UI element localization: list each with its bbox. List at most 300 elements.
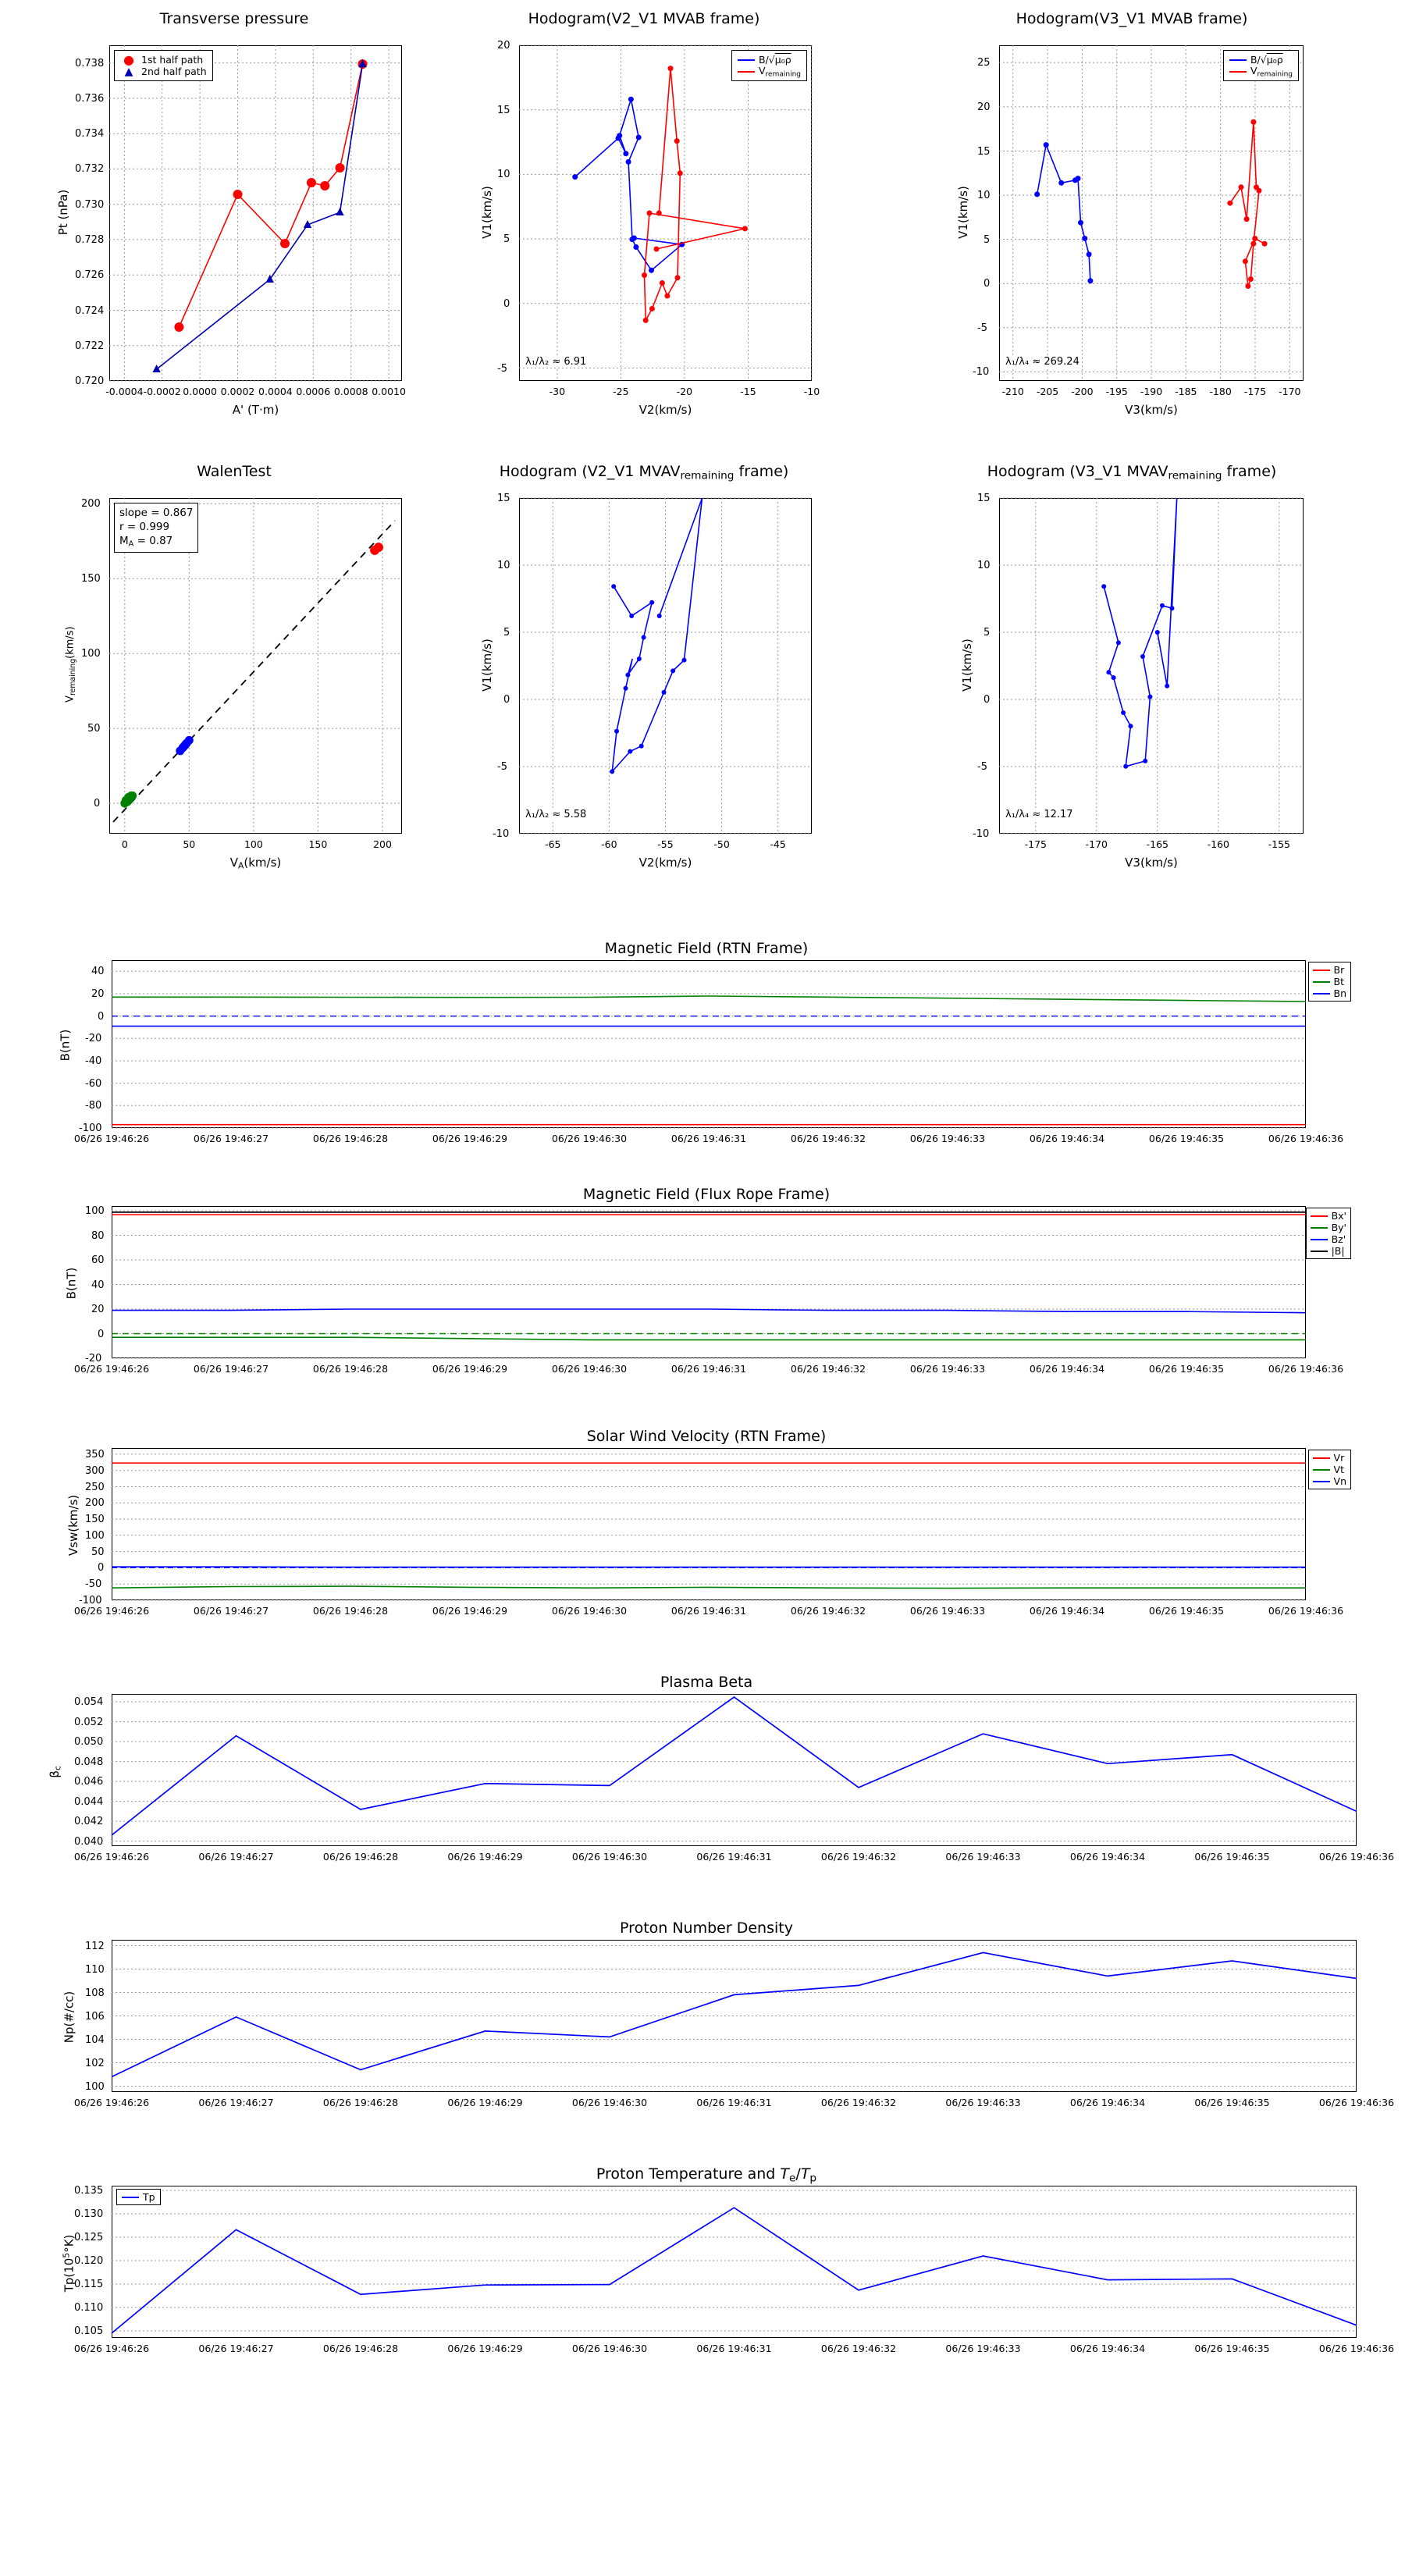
legend-row: [1313, 1464, 1346, 1475]
x-tick: -170: [1085, 838, 1108, 850]
x-tick: 06/26 19:46:30: [551, 1605, 628, 1617]
y-axis-label: V1(km/s): [959, 639, 974, 692]
y-tick: 0.720: [75, 375, 105, 387]
legend-row: [1311, 1210, 1346, 1222]
line-swatch-vr: [1313, 1457, 1330, 1459]
legend-label: $V_{remaining}$: [758, 64, 801, 79]
y-tick: 10: [977, 190, 991, 202]
legend-row: [1313, 976, 1347, 987]
y-tick: 150: [81, 573, 101, 585]
eigenvalue-ratio-annotation: λ₁/λ₄ ≈ 269.24: [1005, 356, 1080, 368]
x-tick: 06/26 19:46:33: [945, 1851, 1021, 1863]
x-tick: 0.0002: [220, 386, 255, 397]
y-tick: 20: [497, 40, 510, 52]
x-tick: 06/26 19:46:29: [432, 1133, 508, 1144]
legend-label: Vn: [1333, 1475, 1346, 1487]
x-tick: 06/26 19:46:36: [1268, 1363, 1344, 1375]
y-tick: 106: [85, 2010, 105, 2023]
legend: [1223, 50, 1299, 81]
x-tick: 06/26 19:46:33: [945, 2343, 1021, 2354]
x-tick: 06/26 19:46:36: [1318, 2343, 1395, 2354]
x-tick: 06/26 19:46:33: [909, 1363, 986, 1375]
y-tick: 0.734: [75, 128, 105, 141]
panel-walen-test: [59, 463, 410, 871]
x-tick: -0.0004: [105, 386, 144, 397]
x-tick: 06/26 19:46:35: [1194, 2097, 1270, 2108]
panel-magnetic-field-fluxrope: [59, 1186, 1354, 1425]
x-tick: -155: [1268, 838, 1290, 850]
x-axis-label: $V_A(km/s)$: [229, 856, 282, 871]
y-tick: 15: [497, 104, 510, 116]
legend-label: Br: [1333, 964, 1345, 976]
x-tick: 150: [308, 838, 328, 850]
y-tick: 0.135: [74, 2185, 104, 2197]
x-tick: 06/26 19:46:28: [312, 1605, 389, 1617]
y-tick: 15: [977, 493, 991, 504]
x-tick: -50: [713, 838, 730, 850]
line-swatch-tp: [122, 2197, 139, 2198]
y-tick: 10: [977, 560, 991, 571]
panel-hodogram-v2v1-mvav: [468, 463, 820, 870]
x-tick: 06/26 19:46:32: [790, 1363, 866, 1375]
x-tick: 06/26 19:46:29: [432, 1605, 508, 1617]
x-tick: 06/26 19:46:30: [571, 2097, 648, 2108]
y-tick: 5: [984, 233, 991, 246]
panel-magnetic-field-rtn: [58, 940, 1354, 1179]
y-tick: 0: [98, 1562, 105, 1574]
x-tick: 06/26 19:46:34: [1069, 1851, 1146, 1863]
x-tick: 06/26 19:46:34: [1029, 1133, 1105, 1144]
y-tick: 60: [91, 1254, 105, 1266]
legend: [114, 50, 213, 81]
x-tick: -25: [613, 386, 629, 397]
legend-label: Vt: [1333, 1464, 1344, 1475]
y-tick: 0: [984, 278, 991, 290]
mach-number-value: $M_A = 0.87$: [119, 535, 173, 549]
x-tick: 06/26 19:46:31: [670, 1133, 747, 1144]
x-tick: 06/26 19:46:26: [73, 1133, 150, 1144]
line-swatch-v: [738, 71, 755, 73]
plot-svg: [109, 45, 402, 381]
line-swatch-bx: [1311, 1215, 1328, 1217]
x-tick: 200: [373, 838, 392, 850]
y-axis-label: B(nT): [64, 1267, 79, 1300]
x-tick: -10: [803, 386, 820, 397]
x-tick: 06/26 19:46:30: [571, 2343, 648, 2354]
legend-label: Vr: [1333, 1452, 1345, 1464]
legend-label: 2nd half path: [141, 66, 207, 77]
y-tick: 112: [85, 1940, 105, 1952]
y-tick: -5: [497, 761, 507, 773]
x-tick: -65: [545, 838, 561, 850]
line-swatch-br: [1313, 970, 1330, 971]
x-tick: 06/26 19:46:27: [193, 1605, 269, 1617]
y-tick: 0.130: [74, 2208, 104, 2220]
legend-label: $V_{remaining}$: [1250, 64, 1293, 79]
y-tick: 104: [85, 2033, 105, 2046]
chart-title: WalenTest: [197, 463, 272, 480]
y-tick: 0.726: [75, 269, 105, 282]
x-tick: 06/26 19:46:29: [447, 2343, 523, 2354]
legend: [1308, 1450, 1351, 1489]
legend-label: |B|: [1331, 1245, 1345, 1257]
legend-label: B/√μ₀ρ: [1250, 54, 1283, 66]
y-tick: 5: [984, 627, 991, 639]
x-tick: 0: [121, 838, 128, 850]
plot-svg: [519, 45, 812, 381]
legend-row: [122, 2191, 155, 2203]
y-tick: -40: [85, 1055, 102, 1067]
x-tick: 06/26 19:46:27: [198, 2343, 274, 2354]
x-tick: 06/26 19:46:35: [1148, 1133, 1225, 1144]
y-tick: -5: [977, 761, 987, 773]
y-tick: 40: [91, 966, 105, 978]
legend-label: Bz': [1331, 1233, 1346, 1245]
fit-statistics-box: [114, 503, 198, 553]
x-tick: 06/26 19:46:28: [322, 2097, 399, 2108]
legend-row: [1311, 1222, 1346, 1233]
x-tick: 0.0006: [296, 386, 331, 397]
x-tick: -185: [1175, 386, 1197, 397]
x-tick: 0.0004: [258, 386, 293, 397]
plot-svg: [999, 45, 1304, 381]
y-tick: 0: [503, 694, 510, 706]
line-swatch-bt: [1313, 981, 1330, 983]
chart-title: Magnetic Field (RTN Frame): [604, 940, 809, 957]
line-swatch-babs: [1311, 1251, 1328, 1252]
y-axis-label: V1(km/s): [479, 186, 494, 239]
panel-proton-number-density: [59, 1920, 1395, 2158]
x-tick: -205: [1036, 386, 1059, 397]
legend: [731, 50, 807, 81]
y-tick: 25: [977, 57, 991, 69]
y-tick: 0.044: [74, 1795, 104, 1808]
y-tick: 15: [497, 493, 510, 504]
chart-title: Plasma Beta: [660, 1674, 753, 1691]
chart-title: Transverse pressure: [159, 10, 309, 27]
panel-solar-wind-velocity: [59, 1428, 1354, 1667]
plot-svg: [519, 498, 812, 834]
legend-row: [738, 54, 801, 66]
plot-svg: [999, 498, 1304, 834]
y-tick: 108: [85, 1987, 105, 1999]
y-tick: -5: [497, 362, 507, 375]
x-tick: 06/26 19:46:36: [1318, 1851, 1395, 1863]
y-tick: 0.728: [75, 233, 105, 246]
x-axis-label: V2(km/s): [638, 403, 692, 417]
y-tick: 10: [497, 560, 510, 571]
y-tick: 20: [91, 1304, 105, 1315]
panel-hodogram-v3v1-mvav: [948, 463, 1315, 870]
eigenvalue-ratio-annotation: λ₁/λ₂ ≈ 5.58: [525, 809, 587, 820]
y-tick: 0.050: [74, 1736, 104, 1749]
x-tick: -195: [1105, 386, 1128, 397]
y-tick: -50: [85, 1578, 102, 1591]
y-tick: 200: [81, 498, 101, 511]
x-tick: 0.0010: [372, 386, 406, 397]
x-tick: 06/26 19:46:32: [820, 2343, 897, 2354]
chart-title: Hodogram (V2_V1 $MVAV_{remaining}$ frame): [499, 463, 789, 482]
line-swatch-vn: [1313, 1481, 1330, 1482]
y-tick: -10: [493, 828, 510, 840]
legend-row: [120, 66, 207, 77]
y-tick: 0.120: [74, 2255, 104, 2267]
y-axis-label: $Tp(10^5^\circ K)$: [61, 2234, 76, 2293]
y-tick: 100: [85, 1205, 105, 1217]
x-tick: -180: [1209, 386, 1232, 397]
x-tick: 06/26 19:46:27: [198, 2097, 274, 2108]
x-axis-label: V2(km/s): [638, 856, 692, 870]
y-tick: 20: [91, 988, 105, 1000]
x-tick: 06/26 19:46:27: [193, 1133, 269, 1144]
y-tick: 5: [503, 233, 510, 246]
legend-row: [1311, 1245, 1346, 1257]
y-tick: 250: [85, 1481, 105, 1493]
x-tick: 100: [244, 838, 263, 850]
x-tick: 50: [183, 838, 196, 850]
y-tick: 0.110: [74, 2302, 104, 2314]
x-tick: 06/26 19:46:34: [1069, 2343, 1146, 2354]
y-tick: 300: [85, 1464, 105, 1477]
x-tick: 06/26 19:46:30: [571, 1851, 648, 1863]
x-tick: -60: [601, 838, 617, 850]
x-tick: 06/26 19:46:26: [73, 2343, 150, 2354]
x-tick: 06/26 19:46:33: [909, 1605, 986, 1617]
panel-hodogram-v3v1-mvab: [948, 10, 1315, 417]
y-tick: 20: [977, 101, 991, 113]
x-tick: 06/26 19:46:32: [820, 2097, 897, 2108]
plot-svg: [112, 2186, 1357, 2338]
x-tick: -15: [740, 386, 756, 397]
y-tick: 110: [85, 1963, 105, 1976]
y-tick: 0.052: [74, 1716, 104, 1728]
eigenvalue-ratio-annotation: λ₁/λ₄ ≈ 12.17: [1005, 809, 1073, 820]
legend-row: [1313, 964, 1347, 976]
line-swatch-b: [738, 59, 755, 61]
y-tick: 0.722: [75, 340, 105, 352]
y-tick: 40: [91, 1279, 105, 1291]
x-tick: 06/26 19:46:32: [790, 1133, 866, 1144]
y-tick: -20: [85, 1353, 102, 1364]
y-axis-label: Vsw(km/s): [66, 1494, 81, 1557]
x-tick: -175: [1024, 838, 1047, 850]
y-tick: 350: [85, 1448, 105, 1461]
y-tick: 0.732: [75, 163, 105, 176]
x-tick: 06/26 19:46:32: [820, 1851, 897, 1863]
x-tick: 06/26 19:46:26: [73, 1851, 150, 1863]
legend-label: Tp: [143, 2191, 155, 2203]
x-tick: 06/26 19:46:35: [1148, 1363, 1225, 1375]
x-tick: 06/26 19:46:35: [1148, 1605, 1225, 1617]
chart-title: Hodogram (V3_V1 $MVAV_{remaining}$ frame): [987, 463, 1277, 482]
y-tick: -100: [79, 1595, 102, 1606]
x-tick: 06/26 19:46:26: [73, 2097, 150, 2108]
y-tick: 0.738: [75, 57, 105, 69]
x-tick: 06/26 19:46:36: [1318, 2097, 1395, 2108]
y-tick: 0: [94, 798, 101, 809]
y-tick: 0.115: [74, 2279, 104, 2290]
line-swatch-bz: [1311, 1239, 1328, 1240]
circle-marker-icon: ●: [123, 52, 134, 67]
y-tick: 0.040: [74, 1835, 104, 1848]
y-tick: 100: [85, 2080, 105, 2093]
x-tick: 06/26 19:46:29: [447, 2097, 523, 2108]
legend-row: [1229, 54, 1293, 66]
y-axis-label: $\beta_c$: [47, 1766, 63, 1778]
y-tick: 10: [497, 169, 510, 181]
legend: [1306, 1208, 1351, 1259]
legend-label: 1st half path: [141, 54, 204, 66]
y-tick: 0.046: [74, 1776, 104, 1788]
panel-hodogram-v2v1-mvab: [468, 10, 820, 417]
y-tick: -10: [973, 366, 990, 379]
plot-svg: [112, 960, 1306, 1128]
x-tick: 06/26 19:46:33: [945, 2097, 1021, 2108]
y-tick: -10: [973, 828, 990, 840]
legend-label: Bn: [1333, 987, 1346, 999]
y-tick: 150: [85, 1514, 105, 1526]
x-tick: 06/26 19:46:29: [432, 1363, 508, 1375]
panel-plasma-beta: [47, 1674, 1395, 1912]
chart-title: Proton Temperature and $T_e/T_p$: [596, 2165, 817, 2185]
x-tick: 06/26 19:46:28: [322, 1851, 399, 1863]
legend-row: [1311, 1233, 1346, 1245]
line-swatch-v: [1229, 71, 1247, 73]
y-tick: 50: [87, 723, 101, 735]
x-tick: 06/26 19:46:31: [670, 1605, 747, 1617]
x-tick: -175: [1243, 386, 1267, 397]
x-tick: 06/26 19:46:28: [322, 2343, 399, 2354]
x-tick: -45: [770, 838, 786, 850]
x-tick: -200: [1071, 386, 1094, 397]
x-tick: 06/26 19:46:30: [551, 1363, 628, 1375]
y-tick: 0.048: [74, 1756, 104, 1768]
y-tick: 0.730: [75, 198, 105, 211]
x-tick: 06/26 19:46:26: [73, 1605, 150, 1617]
y-tick: 100: [85, 1529, 105, 1542]
x-tick: 06/26 19:46:36: [1268, 1133, 1344, 1144]
y-tick: 0.042: [74, 1816, 104, 1828]
x-axis-label: V3(km/s): [1125, 856, 1178, 870]
line-swatch-vt: [1313, 1469, 1330, 1471]
y-tick: -80: [85, 1100, 102, 1112]
x-tick: -210: [1001, 386, 1024, 397]
chart-title: Solar Wind Velocity (RTN Frame): [586, 1428, 827, 1445]
y-tick: 102: [85, 2057, 105, 2069]
x-tick: 06/26 19:46:30: [551, 1133, 628, 1144]
y-tick: 0.054: [74, 1696, 104, 1709]
x-tick: 06/26 19:46:34: [1029, 1605, 1105, 1617]
x-tick: 06/26 19:46:31: [670, 1363, 747, 1375]
y-axis-label: V1(km/s): [479, 639, 494, 692]
chart-title: Hodogram(V2_V1 MVAB frame): [528, 10, 760, 27]
x-tick: 06/26 19:46:28: [312, 1363, 389, 1375]
legend-label: B/√μ₀ρ: [758, 54, 791, 66]
x-tick: 06/26 19:46:27: [198, 1851, 274, 1863]
x-tick: -170: [1279, 386, 1301, 397]
triangle-marker-icon: ▲: [124, 65, 133, 78]
panel-transverse-pressure: [56, 10, 410, 417]
x-tick: -30: [549, 386, 566, 397]
x-tick: 06/26 19:46:31: [696, 2097, 772, 2108]
plot-svg: [112, 1940, 1357, 2092]
y-axis-label: V1(km/s): [955, 186, 970, 239]
line-swatch-bn: [1313, 993, 1330, 994]
y-tick: 0: [98, 1010, 105, 1023]
x-axis-label: V3(km/s): [1125, 403, 1178, 417]
y-tick: 0: [984, 694, 991, 706]
x-tick: 06/26 19:46:32: [790, 1605, 866, 1617]
y-tick: 0: [503, 297, 510, 310]
y-tick: 50: [91, 1546, 105, 1558]
x-tick: 06/26 19:46:36: [1268, 1605, 1344, 1617]
x-tick: 06/26 19:46:29: [447, 1851, 523, 1863]
plot-svg: [112, 1694, 1357, 1846]
x-tick: 0.0000: [183, 386, 217, 397]
x-tick: -0.0002: [143, 386, 181, 397]
y-tick: 0.736: [75, 92, 105, 105]
legend-label: Bx': [1331, 1210, 1346, 1222]
y-tick: 15: [977, 145, 991, 158]
x-tick: 06/26 19:46:35: [1194, 2343, 1270, 2354]
x-tick: 0.0008: [333, 386, 368, 397]
y-axis-label: Pt (nPa): [56, 189, 71, 236]
eigenvalue-ratio-annotation: λ₁/λ₂ ≈ 6.91: [525, 356, 587, 368]
x-tick: -190: [1140, 386, 1163, 397]
y-tick: -60: [85, 1077, 102, 1090]
y-tick: 5: [503, 627, 510, 639]
chart-title: Magnetic Field (Flux Rope Frame): [582, 1186, 831, 1203]
y-tick: 0: [98, 1328, 105, 1340]
y-tick: 0.724: [75, 304, 105, 317]
x-tick: 06/26 19:46:34: [1069, 2097, 1146, 2108]
y-tick: -100: [79, 1123, 102, 1134]
legend-row: [738, 66, 801, 77]
legend: [116, 2189, 161, 2205]
x-tick: -160: [1207, 838, 1229, 850]
correlation-value: r = 0.999: [119, 521, 170, 534]
y-tick: 100: [81, 648, 101, 660]
legend-row: [1313, 987, 1347, 999]
legend-row: [1313, 1475, 1346, 1487]
slope-value: slope = 0.867: [119, 507, 194, 519]
x-tick: -165: [1146, 838, 1168, 850]
x-axis-label: A' (T·m): [232, 403, 279, 417]
x-tick: 06/26 19:46:28: [312, 1133, 389, 1144]
y-tick: -20: [85, 1033, 102, 1045]
x-tick: 06/26 19:46:26: [73, 1363, 150, 1375]
x-tick: 06/26 19:46:35: [1194, 1851, 1270, 1863]
x-tick: -20: [676, 386, 693, 397]
legend-row: [1313, 1452, 1346, 1464]
x-tick: 06/26 19:46:31: [696, 1851, 772, 1863]
panel-proton-temperature: [59, 2165, 1395, 2404]
legend-row: [1229, 66, 1293, 77]
x-tick: 06/26 19:46:31: [696, 2343, 772, 2354]
plot-svg: [112, 1206, 1306, 1358]
legend-label: By': [1331, 1222, 1346, 1233]
y-tick: 0.125: [74, 2232, 104, 2243]
x-tick: 06/26 19:46:27: [193, 1363, 269, 1375]
x-tick: 06/26 19:46:34: [1029, 1363, 1105, 1375]
chart-title: Hodogram(V3_V1 MVAB frame): [1016, 10, 1248, 27]
y-axis-label: Np(#/cc): [62, 1991, 76, 2044]
y-tick: 0.105: [74, 2325, 104, 2337]
y-axis-label: $V_{remaining}(km/s)$: [64, 626, 77, 703]
legend-row: [120, 54, 207, 66]
x-tick: 06/26 19:46:33: [909, 1133, 986, 1144]
legend: [1308, 962, 1352, 1002]
